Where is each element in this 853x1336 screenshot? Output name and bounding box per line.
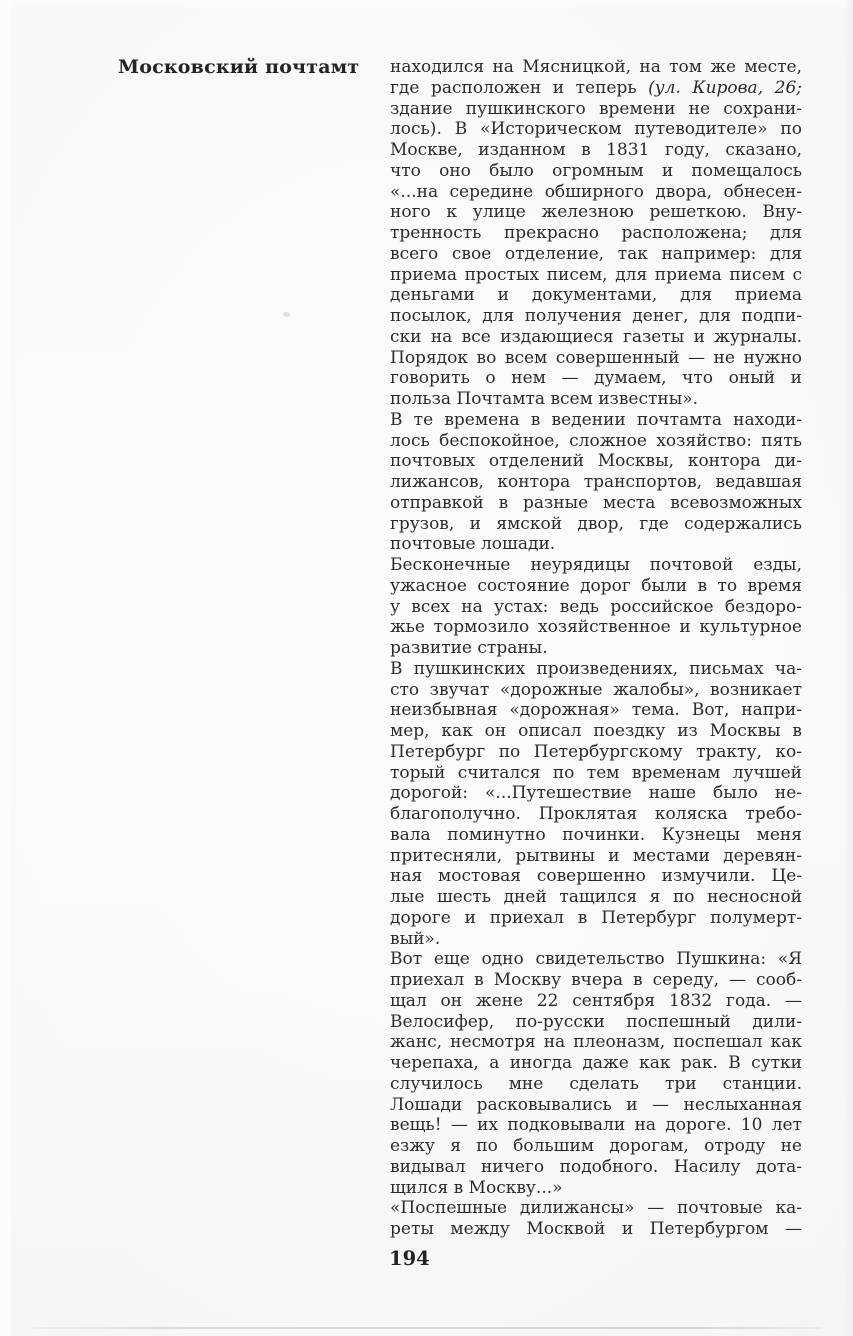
text-line: видывал ничего подобного. Насилу дота- [390, 1156, 802, 1177]
text-line: Москве, изданном в 1831 году, сказано, [390, 140, 802, 160]
text-line: Вот еще одно свидетельство Пушкина: «Я [390, 949, 802, 970]
text-line: лые шесть дней тащился я по несносной [390, 887, 802, 907]
text-line: польза Почтамта всем известны». [390, 389, 699, 409]
text-line: неизбывная «дорожная» тема. Вот, напри- [390, 700, 802, 721]
text-line: черепаха, а иногда даже как рак. В сутки [390, 1053, 802, 1073]
text-line: В пушкинских произведениях, письмах ча- [390, 658, 802, 679]
scan-artifact-line [32, 1327, 822, 1329]
text-line: грузов, и ямской двор, где содержались [390, 513, 802, 534]
text-line: Велосифер, по-русски поспешный дили- [390, 1011, 802, 1032]
text-line: говорить о нем — думаем, что оный и [390, 368, 802, 389]
text-line: Петербург по Петербургскому тракту, ко- [390, 741, 802, 762]
text-line: что оно было огромным и помещалось [390, 160, 802, 181]
text-line: вещь! — их подковывали на дороге. 10 лет [390, 1115, 802, 1136]
text-line: ски на все издающиеся газеты и журналы. [390, 326, 802, 347]
text-line: благополучно. Проклятая коляска требо- [390, 804, 802, 824]
text-line: развитие страны. [390, 638, 548, 658]
text-line: жье тормозило хозяйственное и культурное [390, 617, 802, 638]
text-line: лось). В «Историческом путеводителе» по [390, 119, 802, 140]
paragraph [390, 57, 802, 410]
text-line: тренность прекрасно расположена; для [390, 223, 802, 243]
text-line: вала поминутно починки. Кузнецы меня [390, 824, 802, 845]
paragraph [390, 410, 802, 555]
text-line: Порядок во всем совершенный — не нужно [390, 347, 802, 368]
scan-edge-left [0, 0, 11, 1336]
text-line: Бесконечные неурядицы почтовой езды, [390, 555, 802, 575]
text-line: В те времена в ведении почтамта находи- [390, 409, 802, 430]
text-line: приехал в Москву вчера в середу, — сооб- [390, 970, 802, 990]
text-line: мер, как он описал поездку из Москвы в [390, 721, 802, 741]
page-number: 194 [389, 1247, 430, 1270]
entry-heading: Московский почтамт [118, 56, 360, 78]
text-line: езжу я по большим дорогам, отроду не [390, 1136, 802, 1156]
text-line: посылок, для получения денег, для подпи- [390, 306, 802, 326]
text-line: ужасное состояние дорог были в то время [390, 575, 802, 596]
text-line: дороге и приехал в Петербург полумерт- [390, 907, 802, 928]
text-line: реты между Москвой и Петербургом — [390, 1219, 802, 1239]
text-column [390, 57, 802, 1240]
text-line: дорогой: «...Путешествие наше было не- [390, 783, 802, 804]
paragraph [390, 1198, 802, 1240]
text-line: лижансов, контора транспортов, ведавшая [390, 472, 802, 492]
text-line: приема простых писем, для приема писем с [390, 264, 802, 285]
text-line: «...на середине обширного двора, обнесен- [390, 181, 802, 202]
text-line: здание пушкинского времени не сохрани- [390, 98, 802, 119]
text-line: Лошади расковывались и — неслыханная [390, 1094, 802, 1115]
paragraph [390, 949, 802, 1198]
text-line: торый считался по тем временам лучшей [390, 762, 802, 783]
text-line: у всех на устах: ведь российское бездоро- [390, 596, 802, 617]
text-line: почтовые лошади. [390, 534, 556, 555]
paragraph [390, 555, 802, 659]
text-line: ная мостовая совершенно измучили. Це- [390, 866, 802, 887]
scan-speck [283, 312, 290, 317]
text-line: жанс, несмотря на плеоназм, поспешал как [390, 1032, 802, 1053]
text-line: почтовых отделений Москвы, контора ди- [390, 451, 802, 472]
text-line: щился в Москву...» [390, 1177, 563, 1198]
text-line: щал он жене 22 сентября 1832 года. — [390, 990, 802, 1011]
text-line: деньгами и документами, для приема [390, 285, 802, 306]
text-line: лось беспокойное, сложное хозяйство: пять [390, 430, 802, 451]
text-line: притесняли, рытвины и местами деревян- [390, 845, 802, 866]
text-line: случилось мне сделать три станции. [390, 1073, 802, 1094]
paragraph [390, 659, 802, 950]
text-line: где расположен и теперь (ул. Кирова, 26; [390, 77, 803, 98]
scan-edge-top [0, 0, 853, 7]
text-line: отправкой в разные места всевозможных [390, 492, 802, 513]
text-line: ного к улице железною решеткою. Вну- [390, 202, 802, 223]
scan-edge-right [843, 0, 853, 1336]
text-line: вый». [390, 928, 441, 949]
text-line: «Поспешные дилижансы» — почтовые ка- [390, 1198, 802, 1219]
text-line: всего свое отделение, так например: для [390, 243, 802, 264]
text-line: находился на Мясницкой, на том же месте, [390, 57, 802, 77]
text-line: сто звучат «дорожные жалобы», возникает [390, 679, 802, 700]
